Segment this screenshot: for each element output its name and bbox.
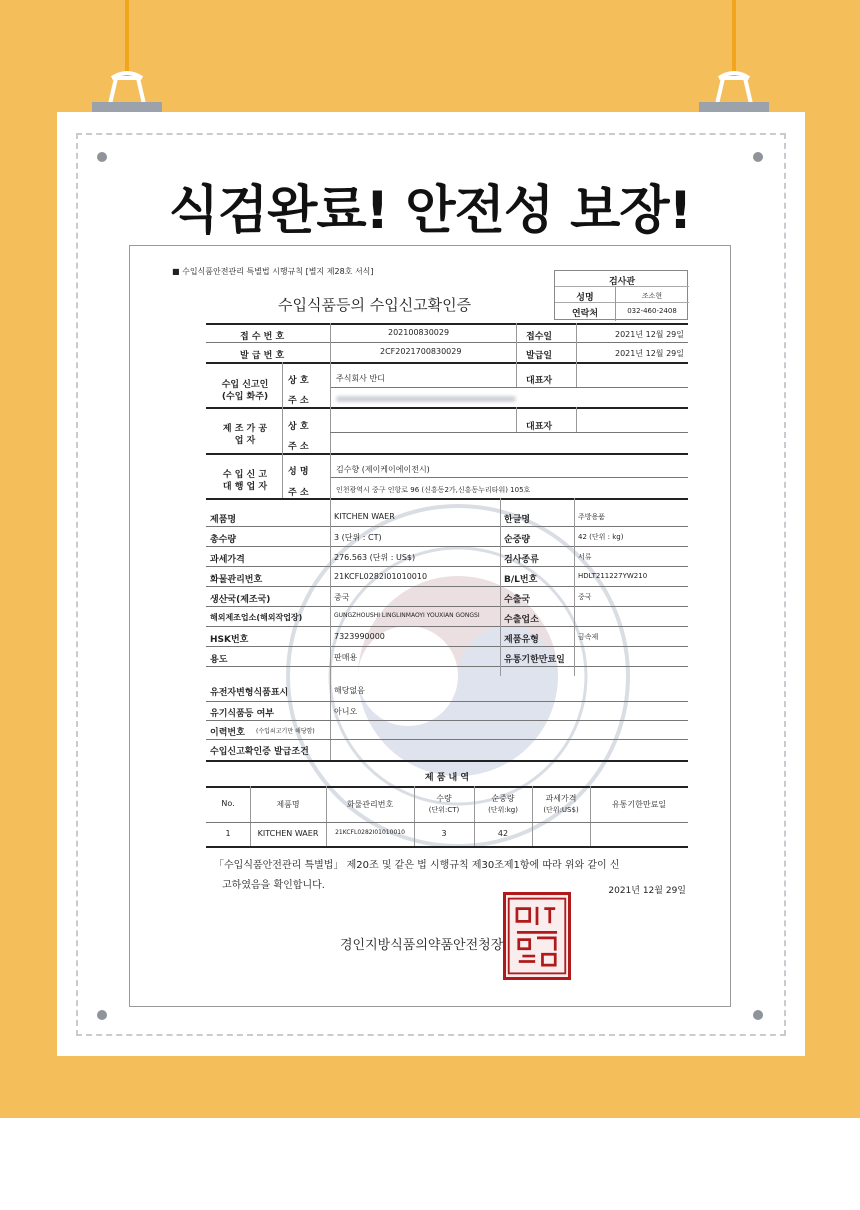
receipt-number: 20210083002​9 <box>388 328 450 337</box>
items-header-cell: 순중량 <box>491 794 515 803</box>
items-col-divider <box>590 786 591 846</box>
import-certificate-document <box>129 245 731 1007</box>
field-label-right: B/L번호 <box>504 575 538 585</box>
row-divider <box>206 526 688 527</box>
trace-note: (수입쇠고기만 해당함) <box>256 728 315 735</box>
row-divider <box>206 546 688 547</box>
issue-label: 발 급 번 호 <box>240 351 285 361</box>
items-cell: 42 <box>497 829 509 838</box>
items-header-unit: (단위:CT) <box>428 806 460 814</box>
items-header-cell: 수량 <box>436 794 452 803</box>
importer-addr-label: 주 소 <box>288 396 309 406</box>
gmo-value: 해당없음 <box>334 686 365 695</box>
pin-dot <box>753 1010 763 1020</box>
issuer-name: 경인지방식품의약품안전청장 <box>340 938 504 953</box>
items-header-cell: No. <box>221 799 235 808</box>
pin-dot <box>97 1010 107 1020</box>
issue-date: 2021년 12월 29일 <box>615 349 684 358</box>
pin-dot <box>753 152 763 162</box>
row-divider <box>206 566 688 567</box>
col-divider <box>574 498 575 676</box>
importer-rep-label: 대표자 <box>526 376 553 386</box>
inspector-contact-label: 연락처 <box>571 309 599 319</box>
items-cell: 21KCFL0282I01010010 <box>335 829 405 836</box>
bottom-margin <box>0 1118 860 1210</box>
hanging-string-left <box>125 0 129 78</box>
importer-label-sub: (수입 화주) <box>221 392 269 402</box>
document-title: 수입식품등의 수입신고확인증 <box>278 296 472 314</box>
field-value: 21KCFL0282I01010010 <box>334 572 428 581</box>
field-label: 용도 <box>210 655 228 665</box>
field-value: 판매용 <box>334 653 358 662</box>
row-divider <box>206 586 688 587</box>
hanging-string-right <box>732 0 736 78</box>
maker-label: 제 조 가 공 <box>222 424 268 434</box>
field-value-right: 금속제 <box>578 633 599 641</box>
agent-address: 인천광역시 중구 인항로 96 (신흥동2가,신흥동누리타워) 105호 <box>336 486 531 494</box>
field-label-right: 제품유형 <box>504 635 539 645</box>
inspector-header: 검사관 <box>608 277 636 287</box>
organic-label: 유기식품등 여부 <box>210 709 274 719</box>
field-label-right: 수출업소 <box>504 615 539 625</box>
maker-addr-label: 주 소 <box>288 442 309 452</box>
field-label: HSK번호 <box>210 635 249 645</box>
items-col-divider <box>532 786 533 846</box>
field-value: GUNGZHOUSHI LINGLINMAOYI YOUXIAN GONGSI <box>334 612 480 619</box>
items-col-divider <box>474 786 475 846</box>
maker-rep-label: 대표자 <box>526 422 553 432</box>
gmo-label: 유전자변형식품표시 <box>210 688 289 698</box>
receipt-date: 2021년 12월 29일 <box>615 330 684 339</box>
issue-number: 2CF2021700830029 <box>380 347 462 356</box>
agent-label: 수 입 신 고 <box>222 470 268 480</box>
field-label: 제품명 <box>210 515 237 525</box>
items-col-divider <box>414 786 415 846</box>
redacted-address <box>336 396 516 402</box>
field-value-right: 42 (단위 : kg) <box>578 533 624 541</box>
field-label-right: 수출국 <box>504 595 531 605</box>
field-value: 276.563 (단위 : US$) <box>334 553 416 562</box>
row-divider <box>206 646 688 647</box>
maker-label-sub: 업 자 <box>234 436 256 446</box>
agent-label-sub: 대 행 업 자 <box>222 482 268 492</box>
statement-date: 2021년 12월 29일 <box>608 886 686 896</box>
items-col-divider <box>326 786 327 846</box>
condition-label: 수입신고확인증 발급조건 <box>210 747 309 757</box>
items-header-cell: 유통기한만료일 <box>611 800 667 809</box>
field-label-right: 순중량 <box>504 535 531 545</box>
inspector-name-label: 성명 <box>576 293 594 303</box>
field-label: 생산국(제조국) <box>210 595 271 605</box>
field-label-right: 검사종류 <box>504 555 539 565</box>
importer-firm-value: 주식회사 반디 <box>336 374 385 383</box>
field-value-right: 주방용품 <box>578 513 606 521</box>
statement-line-2: 고하였음을 확인합니다. <box>222 880 325 891</box>
items-title: 제 품 내 역 <box>424 773 470 783</box>
agent-name: 김수향 (제이케이에이전시) <box>336 465 430 474</box>
field-label-right: 한글명 <box>504 515 531 525</box>
field-label-right: 유통기한만료일 <box>504 655 565 665</box>
field-value-right: HDLT211227YW210 <box>578 572 648 580</box>
items-header-cell: 화물관리번호 <box>346 800 394 809</box>
official-seal-icon <box>503 892 571 980</box>
receipt-date-label: 접수일 <box>526 332 553 342</box>
items-header-cell: 과세가격 <box>545 794 577 803</box>
issue-date-label: 발급일 <box>526 351 553 361</box>
items-header-unit: (단위:kg) <box>488 806 518 814</box>
field-value: 3 (단위 : CT) <box>334 533 382 542</box>
importer-firm-label: 상 호 <box>288 376 309 386</box>
agent-addr-label: 주 소 <box>288 488 309 498</box>
inspector-box <box>554 270 688 320</box>
agent-name-label: 성 명 <box>288 467 309 477</box>
statement-line-1: 「수입식품안전관리 특별법」 제20조 및 같은 법 시행규칙 제30조제1항에 따라 위와 같이 신 <box>214 860 620 871</box>
items-cell: KITCHEN WAER <box>257 829 319 838</box>
headline: 식검완료! 안전성 보장! <box>168 181 692 241</box>
row-divider <box>206 666 688 667</box>
importer-label: 수입 신고인 <box>221 380 269 390</box>
items-cell: 1 <box>225 829 231 838</box>
field-label: 해외제조업소(해외작업장) <box>210 613 303 622</box>
inspector-contact-value: 032-460-2408 <box>627 307 677 315</box>
inspector-name-value: 조소현 <box>641 292 663 300</box>
field-value: KITCHEN WAER <box>334 512 395 521</box>
col-divider <box>500 498 501 676</box>
row-divider <box>206 626 688 627</box>
field-label: 총수량 <box>210 535 237 545</box>
items-header-cell: 제품명 <box>276 800 300 809</box>
pin-dot <box>97 152 107 162</box>
field-label: 화물관리번호 <box>210 575 263 585</box>
field-value: 7323990000 <box>334 632 385 641</box>
trace-label: 이력번호 <box>210 728 245 738</box>
field-label: 과세가격 <box>210 555 245 565</box>
items-col-divider <box>250 786 251 846</box>
organic-value: 아니오 <box>334 707 358 716</box>
field-value-right: 서류 <box>578 553 592 561</box>
items-cell: 3 <box>441 829 447 838</box>
row-divider <box>206 606 688 607</box>
receipt-label: 접 수 번 호 <box>240 332 285 342</box>
field-value-right: 중국 <box>578 593 592 601</box>
items-header-unit: (단위:US$) <box>543 806 579 814</box>
form-notice: ■ 수입식품안전관리 특별법 시행규칙 [별지 제28호 서식] <box>172 267 374 276</box>
field-value: 중국 <box>334 593 350 602</box>
maker-firm-label: 상 호 <box>288 422 309 432</box>
